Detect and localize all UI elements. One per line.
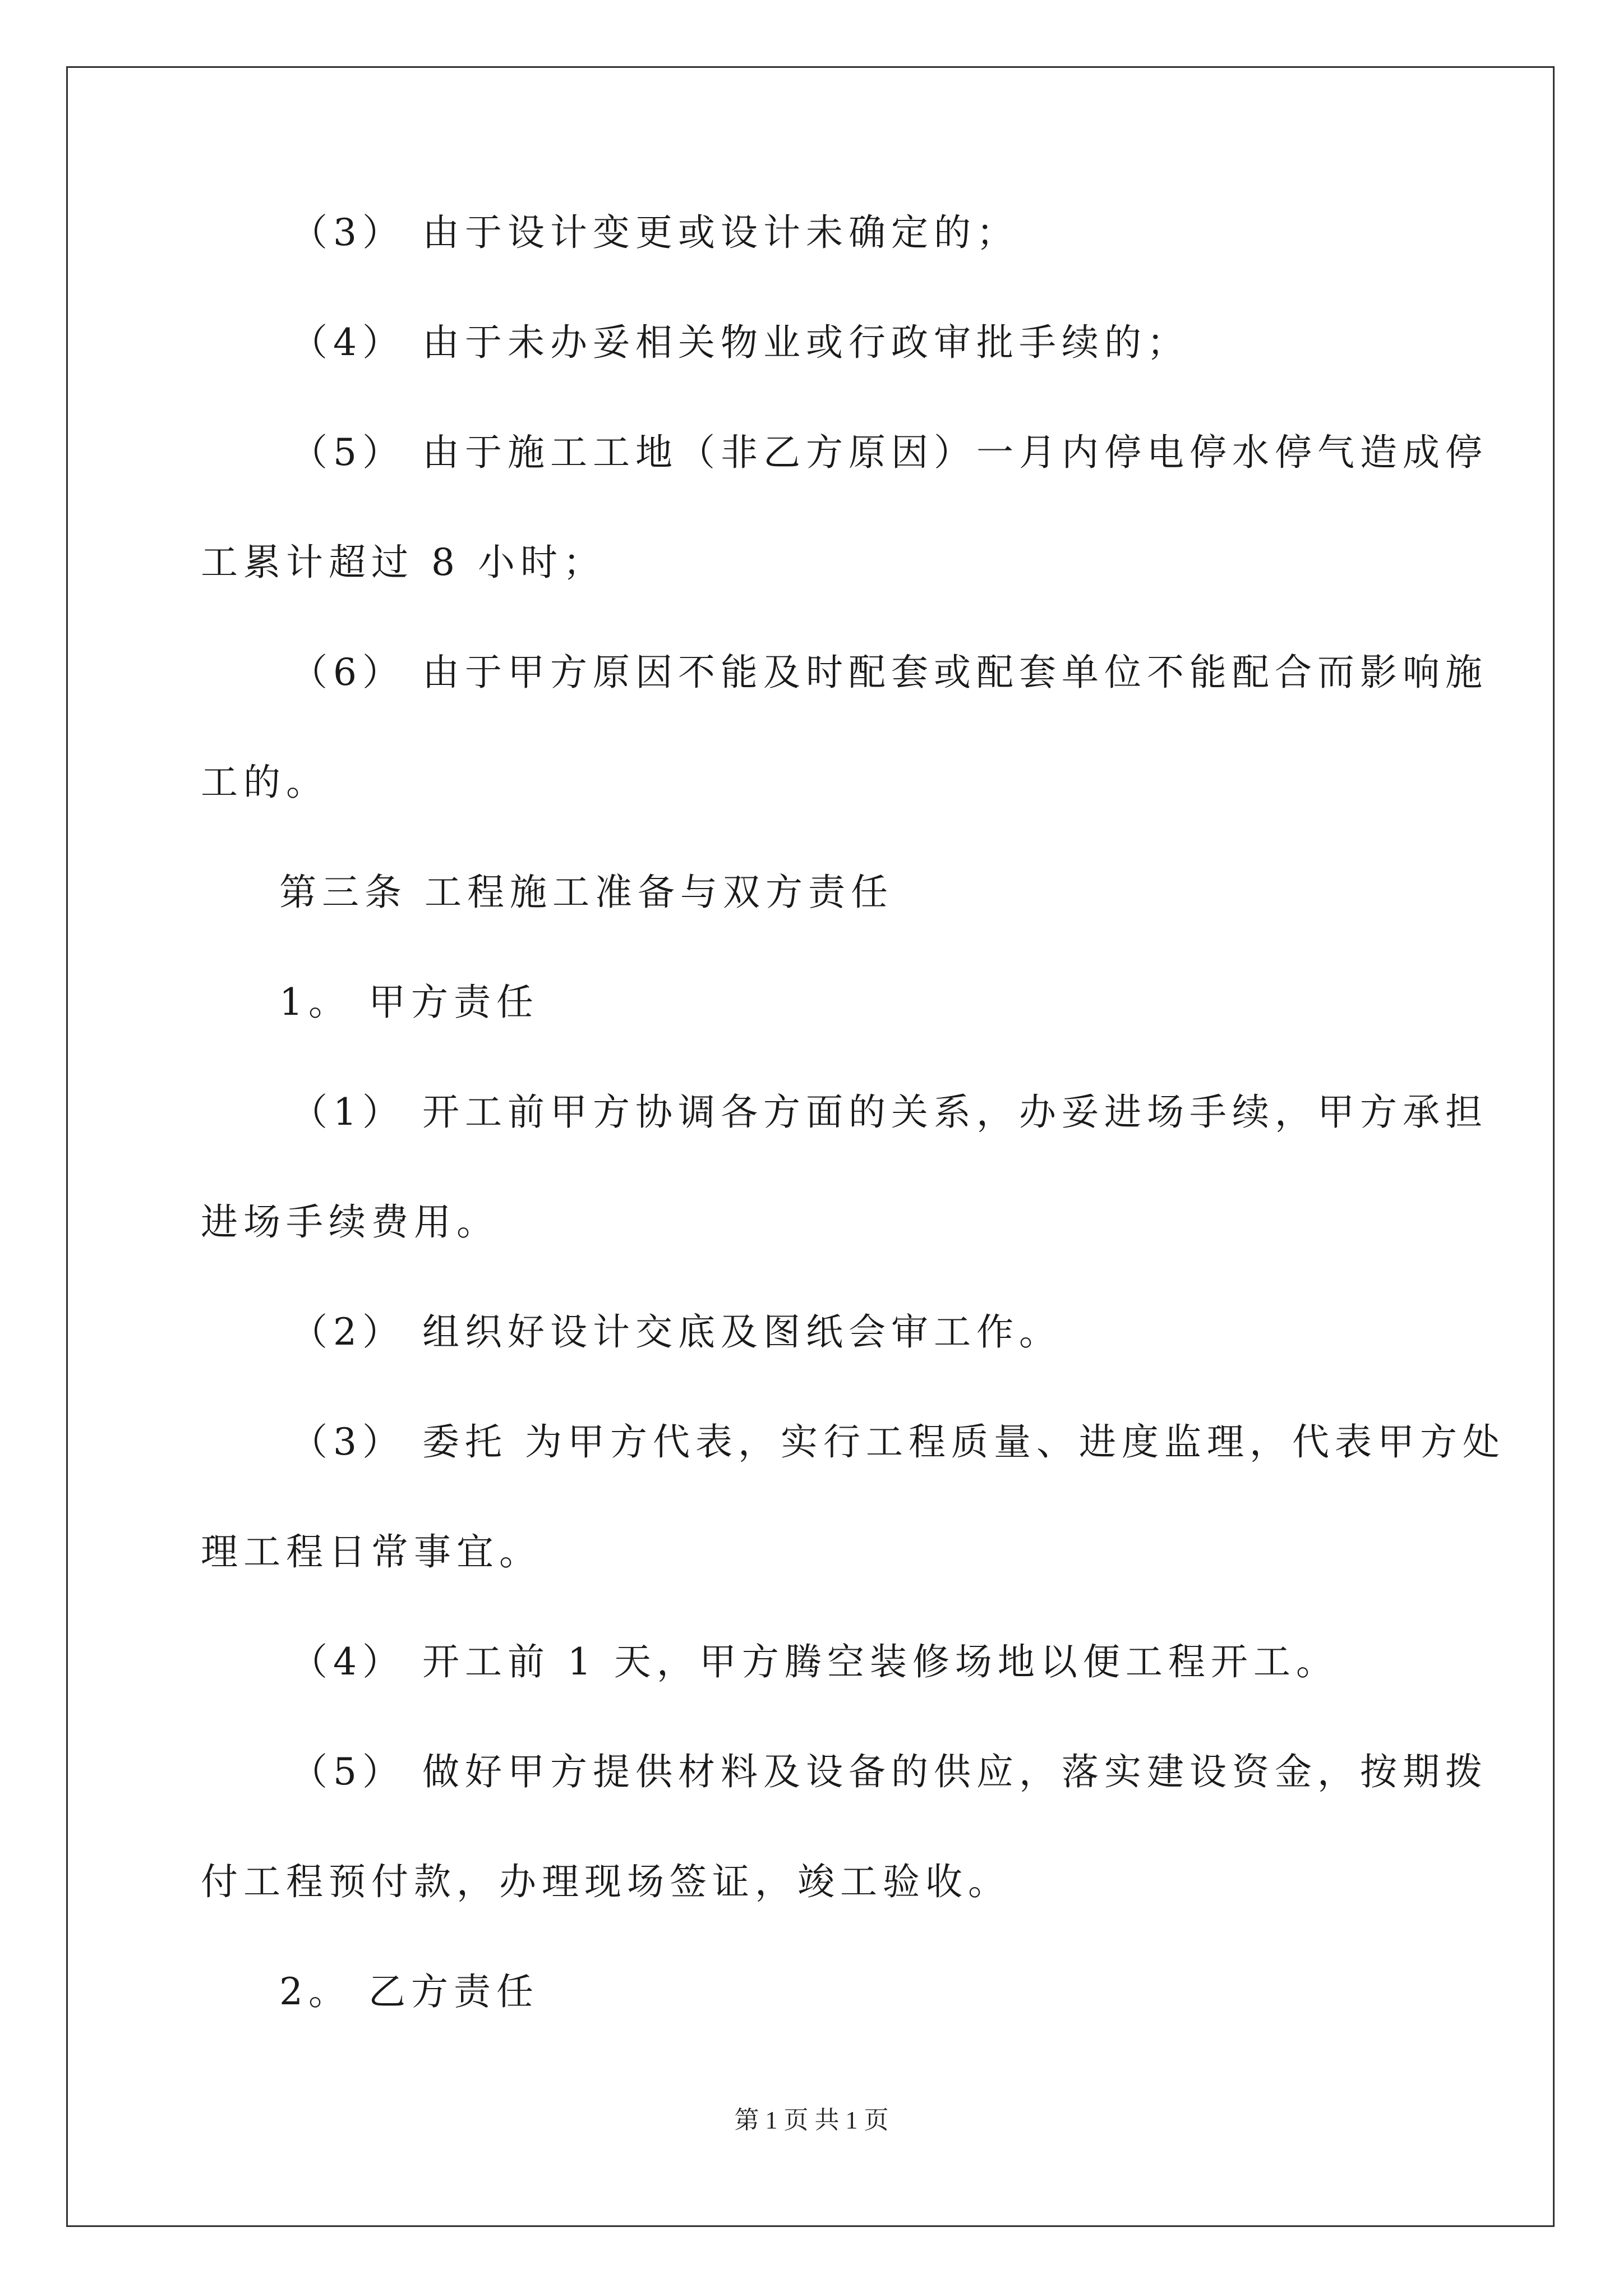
paragraph-line: （3） 委托 为甲方代表，实行工程质量、进度监理，代表甲方处 <box>291 1420 1505 1464</box>
paragraph-line: 理工程日常事宜。 <box>201 1530 542 1573</box>
paragraph-line: （2） 组织好设计交底及图纸会审工作。 <box>291 1310 1062 1354</box>
paragraph-line: （5） 做好甲方提供材料及设备的供应，落实建设资金，按期拨 <box>291 1750 1488 1793</box>
paragraph-line: （1） 开工前甲方协调各方面的关系，办妥进场手续，甲方承担 <box>291 1091 1488 1134</box>
paragraph-line: 进场手续费用。 <box>201 1200 499 1244</box>
paragraph-line: （4） 由于未办妥相关物业或行政审批手续的； <box>291 321 1189 364</box>
paragraph-line: （6） 由于甲方原因不能及时配套或配套单位不能配合而影响施 <box>291 651 1488 694</box>
paragraph-line: （5） 由于施工工地（非乙方原因）一月内停电停水停气造成停 <box>291 431 1488 474</box>
subsection-heading: 2。 乙方责任 <box>279 1970 539 2013</box>
paragraph-line: 付工程预付款，办理现场签证，竣工验收。 <box>201 1860 1011 1903</box>
page-footer: 第 1 页 共 1 页 <box>734 2106 889 2134</box>
paragraph-line: （4） 开工前 1 天，甲方腾空装修场地以便工程开工。 <box>291 1640 1339 1683</box>
paragraph-line: 工的。 <box>201 761 329 804</box>
section-heading: 第三条 工程施工准备与双方责任 <box>279 871 893 914</box>
subsection-heading: 1。 甲方责任 <box>279 981 539 1024</box>
paragraph-line: （3） 由于设计变更或设计未确定的； <box>291 211 1019 254</box>
paragraph-line: 工累计超过 8 小时； <box>201 541 606 584</box>
